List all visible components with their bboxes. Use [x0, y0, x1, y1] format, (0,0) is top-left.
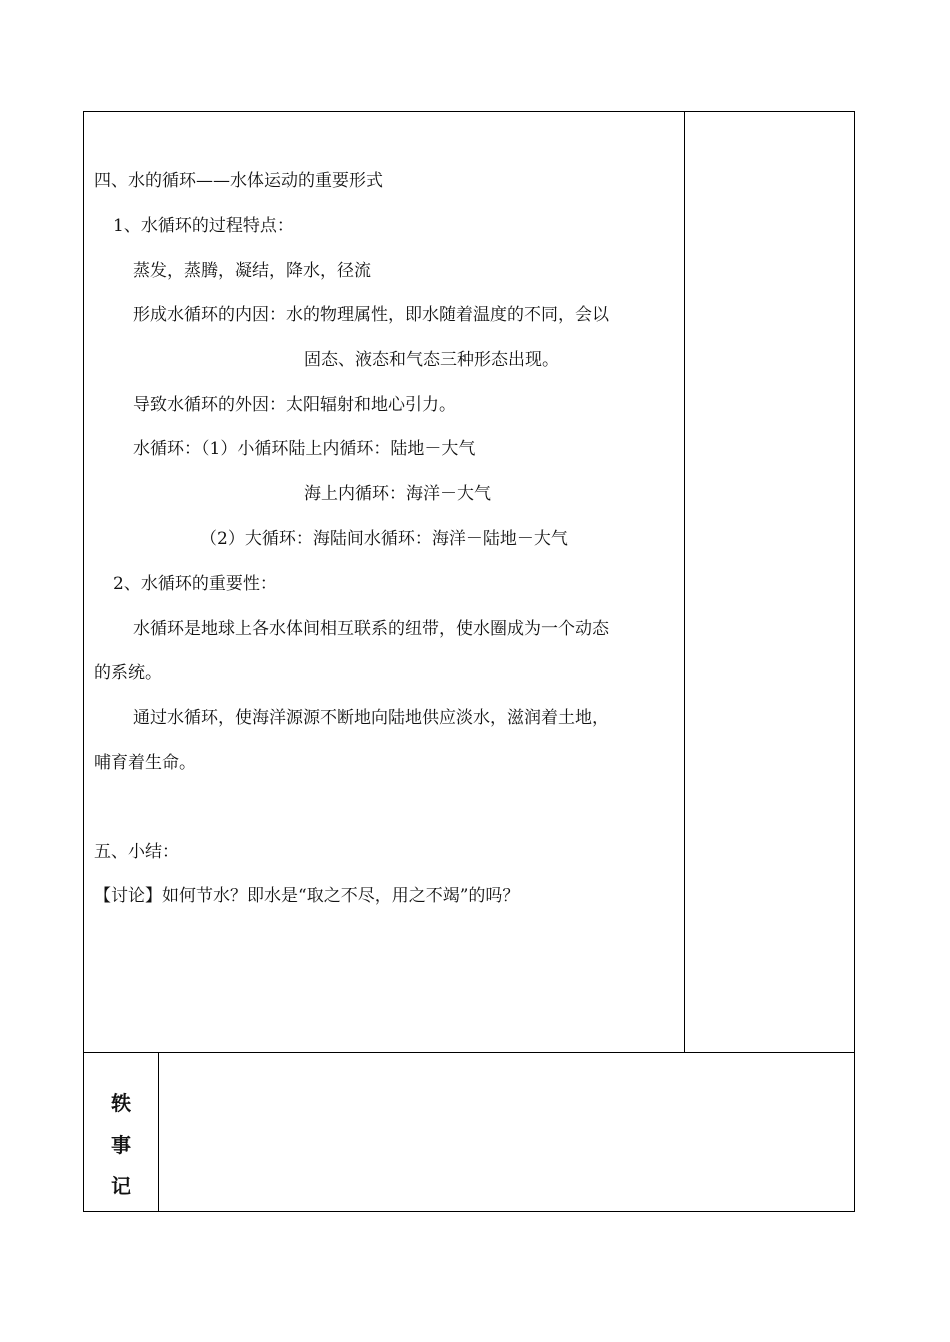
footer-label-divider [158, 1052, 159, 1212]
processes-text: 蒸发，蒸腾，凝结，降水，径流 [133, 261, 371, 281]
importance1-line1: 水循环是地球上各水体间相互联系的纽带，使水圈成为一个动态 [133, 619, 609, 639]
importance2-line1: 通过水循环，使海洋源源不断地向陆地供应淡水，滋润着土地， [133, 708, 609, 728]
discussion-text: 【讨论】如何节水？即水是“取之不尽，用之不竭”的吗？ [94, 886, 520, 906]
section5-title: 五、小结： [94, 842, 179, 862]
cycle-large-text: （2）大循环：海陆间水循环：海洋－陆地－大气 [200, 529, 568, 549]
footer-label-char: 轶 [111, 1091, 131, 1115]
footer-label-char: 事 [111, 1133, 131, 1157]
cycle-small-land-text: 水循环：（1）小循环陆上内循环：陆地－大气 [133, 439, 476, 459]
notes-column-divider [684, 111, 685, 1052]
footer-label-char: 记 [111, 1174, 131, 1198]
external-cause-text: 导致水循环的外因：太阳辐射和地心引力。 [133, 395, 456, 415]
importance1-line2: 的系统。 [94, 663, 162, 683]
cycle-small-sea-text: 海上内循环：海洋－大气 [304, 484, 491, 504]
footer-label [84, 1053, 158, 1211]
footer-row-divider [83, 1052, 855, 1053]
internal-cause-line2: 固态、液态和气态三种形态出现。 [304, 350, 559, 370]
item1-title: 1、水循环的过程特点： [113, 216, 294, 236]
internal-cause-line1: 形成水循环的内因：水的物理属性，即水随着温度的不同，会以 [133, 305, 609, 325]
section4-title: 四、水的循环——水体运动的重要形式 [94, 171, 383, 191]
item2-title: 2、水循环的重要性： [113, 574, 277, 594]
importance2-line2: 哺育着生命。 [94, 753, 196, 773]
